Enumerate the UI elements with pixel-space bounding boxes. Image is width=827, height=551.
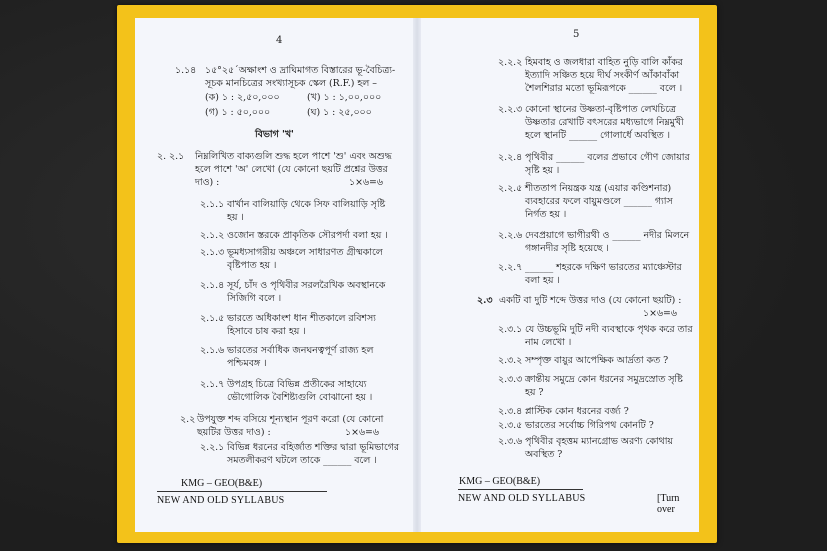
item-text: কোনো স্থানের উষ্ণতা-বৃষ্টিপাত লেখচিত্রে [525,104,676,115]
footer-syllabus: NEW AND OLD SYLLABUS [458,493,586,504]
item-number: ২.৩.৪ [498,406,523,417]
exam-booklet [135,18,699,532]
item-number: ২.১.৭ [200,379,225,390]
option-ka: (ক) ১ : ২,৫০,০০০ [205,92,280,103]
item-number: ২.১.৫ [200,313,225,324]
item-text: সম্পৃক্ত বায়ুর আপেক্ষিক আর্দ্রতা কত ? [525,355,669,366]
item-number: ২.২.৭ [498,262,523,273]
item-text: নাম লেখো । [525,337,572,348]
item-text: পৃথিবীর ______ বলের প্রভাবে গৌণ জোয়ার [525,152,690,163]
question-text: একটি বা দুটি শব্দে উত্তর দাও (যে কোনো ছয়টি) : [499,295,682,306]
item-text: বার্খান বালিয়াড়ি থেকে সিফ বালিয়াড়ি সৃষ্টি [227,199,386,210]
item-text: হলে স্থানটি ______ গোলার্ধে অবস্থিত । [525,130,671,141]
marks: ১×৬=৬ [345,427,379,438]
item-number: ২.৩.৫ [498,420,523,431]
question-text: দাও) : [195,177,220,188]
page-number: 5 [573,29,580,40]
option-gha: (ঘ) ১ : ২৫,০০০ [307,107,372,118]
right-page [419,18,699,532]
item-text: ওজোন স্তরকে প্রাকৃতিক সৌরপর্দা বলা হয় । [227,230,388,241]
question-text: নিম্নলিখিত বাক্যগুলি শুদ্ধ হলে পাশে 'শু' এবং অশুদ্ধ [195,151,392,162]
footer-code: KMG – GEO(B&E) [181,478,263,489]
item-text: পৃথিবীর বৃহত্তম ম্যানগ্রোভ অরণ্য কোথায় [525,436,673,447]
item-text: গঙ্গানদীর সৃষ্টি হয়েছে । [525,243,609,254]
item-text: নির্গত হয় । [525,209,567,220]
item-text: সূর্য, চাঁদ ও পৃথিবীর সরলরৈখিক অবস্থানকে [227,280,386,291]
item-text: শীততাপ নিয়ন্ত্রক যন্ত্র (এয়ার কণ্ডিশনার) [525,183,672,194]
item-number: ২.২.১ [200,442,225,453]
item-text: ______ শহরকে দক্ষিণ ভারতের ম্যাঞ্চেস্টার [525,262,682,273]
item-number: ২.৩.৬ [498,436,523,447]
question-text: ছয়টির উত্তর দাও) : [197,427,271,438]
question-text: উপযুক্ত শব্দ বসিয়ে শূন্যস্থান পূরণ করো (যে কোনো [197,414,384,425]
item-text: ক্রান্তীয় সমুদ্রে কোন ধরনের সমুদ্রস্রোত সৃষ্টি [525,374,683,385]
item-number: ২.২.৩ [498,104,523,115]
turn-over-note: [Turn over [657,493,680,515]
item-text: শৈলশিরার মতো ভূমিরূপকে ______ বলে । [525,83,683,94]
item-number: ২.১.৩ [200,247,225,258]
option-ga: (গ) ১ : ৫০,০০০ [205,107,271,118]
item-text: হয় ? [525,387,544,398]
section-title: বিভাগ 'খ' [255,129,294,140]
footer-rule [458,489,583,490]
item-text: বলা হয় । [525,275,560,286]
item-number: ২.১.২ [200,230,225,241]
item-text: ইত্যাদি সঞ্চিত হয়ে দীর্ঘ সংকীর্ণ আঁকাবাঁকা [525,70,680,81]
question-number: ২.২ [180,414,196,425]
item-text: প্লাস্টিক কোন ধরনের বর্জ্য ? [525,406,629,417]
item-text: হিমবাহ ও জলধারা বাহিত নুড়ি বালি কাঁকর [525,57,683,68]
item-text: ভৌগোলিক বৈশিষ্ট্যগুলি বোঝানো হয় । [227,392,373,403]
item-text: বিভিন্ন ধরনের বহির্জাত শক্তির দ্বারা ভূমিভাগের [227,442,400,453]
item-number: ২.২.৫ [498,183,523,194]
marks: ১×৬=৬ [643,308,677,319]
page-number: 4 [276,35,283,46]
option-kha: (খ) ১ : ১,০০,০০০ [307,92,382,103]
item-text: পশ্চিমবঙ্গ । [227,358,267,369]
item-number: ২.৩.৩ [498,374,523,385]
item-text: ভারতের সর্বাধিক জনঘনত্বপূর্ণ রাজ্য হল [227,345,374,356]
left-page [135,18,415,532]
item-text: উষ্ণতার রেখাটি বৎসরের মধ্যভাগে নিম্নমুখী [525,117,684,128]
item-text: ভারতে অধিকাংশ ধান শীতকালে রবিশস্য [227,313,376,324]
footer-rule [157,491,327,492]
question-number: ২.৩ [477,295,493,306]
item-text: সৃষ্টি হয় । [525,165,560,176]
item-text: সমতলীকরণ ঘটলে তাকে ______ বলে । [227,455,377,466]
item-text: দেবপ্রয়াগে ভাগীরথী ও ______ নদীর মিলনে [525,230,690,241]
question-number: ২. ২.১ [157,151,185,162]
question-text: সূচক মানচিত্রের সংখ্যাসূচক স্কেল (R.F.) হল – [205,78,377,89]
item-text: উপগ্রহ চিত্রে বিভিন্ন প্রতীকের সাহায্যে [227,379,367,390]
item-number: ২.২.৬ [498,230,523,241]
item-number: ২.১.১ [200,199,225,210]
item-number: ২.১.৬ [200,345,225,356]
item-text: ভারতের সর্বোচ্চ গিরিপথ কোনটি ? [525,420,654,431]
marks: ১×৬=৬ [349,177,383,188]
question-text: ১৫°২৫´অক্ষাংশ ও দ্রাঘিমাগত বিস্তারের ভূ-বৈচিত্র্য- [205,65,396,76]
item-number: ২.২.৪ [498,152,523,163]
item-text: যে উচ্চভূমি দুটি নদী ব্যবস্থাকে পৃথক করে তার [525,324,693,335]
item-number: ২.১.৪ [200,280,225,291]
item-text: অবস্থিত ? [525,449,563,460]
item-number: ২.২.২ [498,57,523,68]
item-number: ২.৩.১ [498,324,523,335]
item-text: সিজিগি বলে । [227,293,282,304]
footer-code: KMG – GEO(B&E) [459,476,541,487]
item-text: বৃষ্টিপাত হয় । [227,260,277,271]
item-text: ভূমধ্যসাগরীয় অঞ্চলে সাধারণত গ্রীষ্মকালে [227,247,383,258]
item-text: হিসাবে চাষ করা হয় । [227,326,306,337]
question-number: ১.১৪ [175,65,197,76]
footer-syllabus: NEW AND OLD SYLLABUS [157,495,285,506]
item-text: ব্যবহারের ফলে বায়ুমণ্ডলে ______ গ্যাস [525,196,673,207]
item-number: ২.৩.২ [498,355,523,366]
item-text: হয় । [227,212,244,223]
question-text: হলে পাশে 'অ' লেখো (যে কোনো ছয়টি প্রশ্নের উত্তর [195,164,388,175]
